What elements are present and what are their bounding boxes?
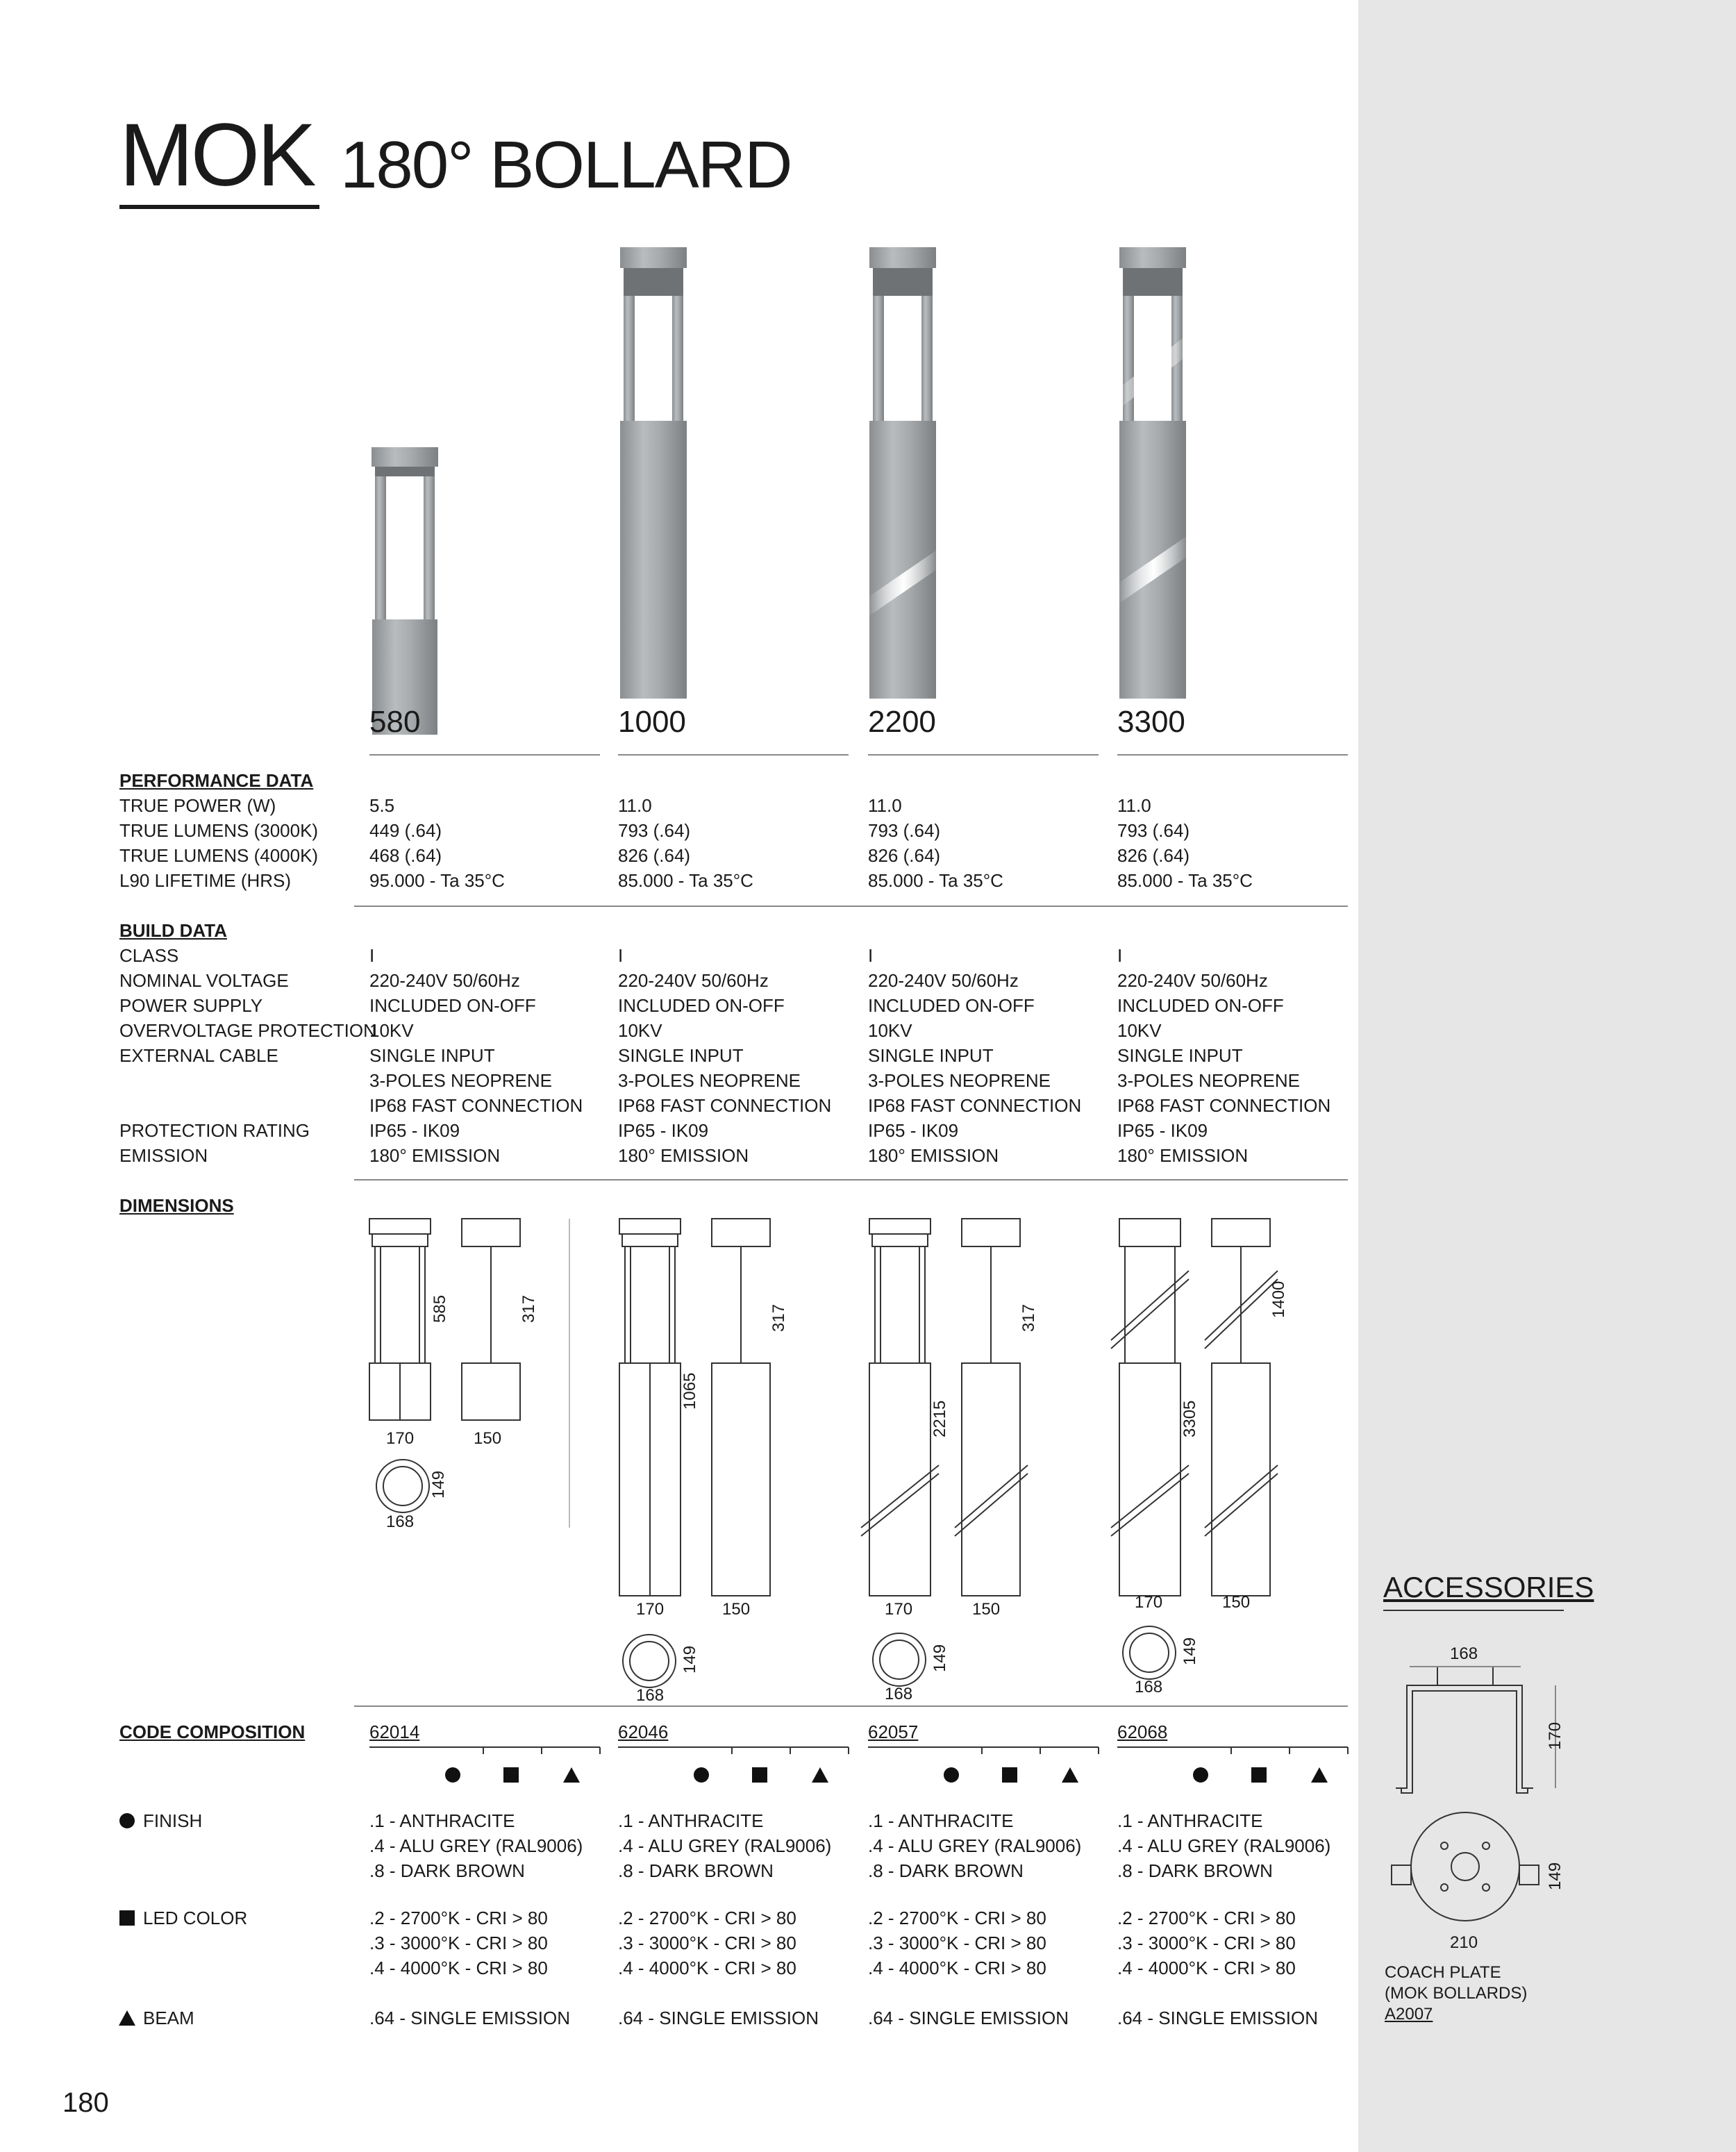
label-class: CLASS bbox=[119, 945, 179, 966]
dim-width-front: 170 bbox=[1135, 1593, 1163, 1612]
finish-option: .8 - DARK BROWN bbox=[618, 1860, 774, 1881]
dim-width-front: 170 bbox=[885, 1600, 913, 1619]
led-option: .2 - 2700°K - CRI > 80 bbox=[369, 1908, 548, 1928]
value-class: I bbox=[868, 945, 874, 966]
model-label-2200: 2200 bbox=[868, 705, 936, 739]
value-cable-3: IP68 FAST CONNECTION bbox=[868, 1095, 1082, 1116]
value-cable-3: IP68 FAST CONNECTION bbox=[369, 1095, 583, 1116]
value-cable-2: 3-POLES NEOPRENE bbox=[1117, 1070, 1300, 1091]
dim-width-front: 170 bbox=[636, 1600, 665, 1619]
value-overvoltage: 10KV bbox=[369, 1020, 414, 1041]
value-cable-1: SINGLE INPUT bbox=[1117, 1045, 1243, 1066]
finish-option: .4 - ALU GREY (RAL9006) bbox=[868, 1835, 1082, 1856]
accessory-dim-width: 168 bbox=[1450, 1644, 1478, 1663]
value-voltage: 220-240V 50/60Hz bbox=[618, 970, 769, 991]
section-performance: PERFORMANCE DATA bbox=[119, 770, 314, 791]
finish-option: .8 - DARK BROWN bbox=[868, 1860, 1024, 1881]
brand-title: MOK bbox=[119, 106, 314, 205]
led-option: .4 - 4000°K - CRI > 80 bbox=[618, 1958, 796, 1978]
label-led-color: LED COLOR bbox=[143, 1908, 248, 1928]
value-lifetime: 85.000 - Ta 35°C bbox=[1117, 870, 1253, 891]
value-power: 11.0 bbox=[618, 795, 652, 816]
accessory-dim-height: 170 bbox=[1546, 1721, 1564, 1750]
label-cable: EXTERNAL CABLE bbox=[119, 1045, 278, 1066]
accessory-caption-1: COACH PLATE bbox=[1385, 1963, 1501, 1982]
finish-option: .1 - ANTHRACITE bbox=[1117, 1810, 1263, 1831]
value-lifetime: 85.000 - Ta 35°C bbox=[868, 870, 1003, 891]
value-power-supply: INCLUDED ON-OFF bbox=[369, 995, 536, 1016]
finish-option: .4 - ALU GREY (RAL9006) bbox=[618, 1835, 832, 1856]
dim-plan-depth: 168 bbox=[636, 1686, 665, 1705]
dim-head: 317 bbox=[769, 1303, 788, 1332]
value-power-supply: INCLUDED ON-OFF bbox=[1117, 995, 1284, 1016]
value-emission: 180° EMISSION bbox=[1117, 1145, 1249, 1166]
dim-plan-depth: 168 bbox=[386, 1512, 415, 1531]
value-power-supply: INCLUDED ON-OFF bbox=[618, 995, 785, 1016]
finish-option: .8 - DARK BROWN bbox=[1117, 1860, 1273, 1881]
value-cable-2: 3-POLES NEOPRENE bbox=[868, 1070, 1051, 1091]
accessory-caption-2: (MOK BOLLARDS) bbox=[1385, 1984, 1528, 2003]
dim-height: 1065 bbox=[681, 1372, 699, 1410]
dim-width-side: 150 bbox=[972, 1600, 1001, 1619]
led-option: .3 - 3000°K - CRI > 80 bbox=[868, 1933, 1046, 1953]
value-emission: 180° EMISSION bbox=[618, 1145, 749, 1166]
value-power-supply: INCLUDED ON-OFF bbox=[868, 995, 1035, 1016]
value-lumens-4000: 826 (.64) bbox=[868, 845, 941, 866]
product-code: 62068 bbox=[1117, 1721, 1168, 1742]
value-lumens-3000: 449 (.64) bbox=[369, 820, 442, 841]
led-option: .4 - 4000°K - CRI > 80 bbox=[868, 1958, 1046, 1978]
label-lumens-3000: TRUE LUMENS (3000K) bbox=[119, 820, 319, 841]
finish-option: .8 - DARK BROWN bbox=[369, 1860, 525, 1881]
section-code: CODE COMPOSITION bbox=[119, 1721, 306, 1742]
dim-plan-width: 149 bbox=[429, 1470, 448, 1499]
led-option: .2 - 2700°K - CRI > 80 bbox=[1117, 1908, 1296, 1928]
value-lumens-4000: 468 (.64) bbox=[369, 845, 442, 866]
dim-height: 3305 bbox=[1180, 1400, 1199, 1437]
label-power: TRUE POWER (W) bbox=[119, 795, 276, 816]
beam-option: .64 - SINGLE EMISSION bbox=[369, 2008, 570, 2028]
section-build: BUILD DATA bbox=[119, 920, 228, 941]
value-class: I bbox=[369, 945, 375, 966]
label-finish: FINISH bbox=[143, 1810, 203, 1831]
value-class: I bbox=[618, 945, 624, 966]
value-cable-2: 3-POLES NEOPRENE bbox=[618, 1070, 801, 1091]
value-lumens-4000: 826 (.64) bbox=[618, 845, 691, 866]
product-code: 62057 bbox=[868, 1721, 919, 1742]
dim-plan-depth: 168 bbox=[1135, 1678, 1163, 1696]
label-emission: EMISSION bbox=[119, 1145, 208, 1166]
value-cable-1: SINGLE INPUT bbox=[868, 1045, 994, 1066]
value-power: 11.0 bbox=[868, 795, 902, 816]
value-cable-2: 3-POLES NEOPRENE bbox=[369, 1070, 552, 1091]
finish-option: .4 - ALU GREY (RAL9006) bbox=[1117, 1835, 1331, 1856]
value-voltage: 220-240V 50/60Hz bbox=[369, 970, 520, 991]
dim-head: 1400 bbox=[1269, 1281, 1288, 1318]
value-emission: 180° EMISSION bbox=[369, 1145, 501, 1166]
dim-width-front: 170 bbox=[386, 1429, 415, 1448]
led-option: .4 - 4000°K - CRI > 80 bbox=[369, 1958, 548, 1978]
dim-height: 585 bbox=[431, 1294, 449, 1323]
beam-option: .64 - SINGLE EMISSION bbox=[868, 2008, 1069, 2028]
value-lifetime: 95.000 - Ta 35°C bbox=[369, 870, 505, 891]
value-cable-1: SINGLE INPUT bbox=[618, 1045, 744, 1066]
value-power: 11.0 bbox=[1117, 795, 1151, 816]
value-lifetime: 85.000 - Ta 35°C bbox=[618, 870, 753, 891]
value-overvoltage: 10KV bbox=[1117, 1020, 1162, 1041]
value-cable-3: IP68 FAST CONNECTION bbox=[618, 1095, 832, 1116]
value-overvoltage: 10KV bbox=[618, 1020, 662, 1041]
accessory-code: A2007 bbox=[1385, 2005, 1433, 2024]
accessories-title: ACCESSORIES bbox=[1383, 1571, 1594, 1603]
product-code: 62014 bbox=[369, 1721, 420, 1742]
led-option: .3 - 3000°K - CRI > 80 bbox=[1117, 1933, 1296, 1953]
led-option: .3 - 3000°K - CRI > 80 bbox=[369, 1933, 548, 1953]
beam-option: .64 - SINGLE EMISSION bbox=[618, 2008, 819, 2028]
page-number: 180 bbox=[62, 2087, 109, 2118]
dim-plan-width: 149 bbox=[930, 1644, 949, 1672]
label-beam: BEAM bbox=[143, 2008, 194, 2028]
product-title: 180° BOLLARD bbox=[340, 128, 792, 202]
dim-plan-width: 149 bbox=[1180, 1637, 1199, 1665]
value-voltage: 220-240V 50/60Hz bbox=[868, 970, 1019, 991]
dim-width-side: 150 bbox=[1222, 1593, 1251, 1612]
label-protection: PROTECTION RATING bbox=[119, 1120, 310, 1141]
model-label-580: 580 bbox=[369, 705, 421, 739]
accessory-dim-plan-width: 149 bbox=[1546, 1862, 1564, 1890]
dim-height: 2215 bbox=[930, 1400, 949, 1437]
finish-option: .1 - ANTHRACITE bbox=[618, 1810, 764, 1831]
product-code: 62046 bbox=[618, 1721, 669, 1742]
finish-option: .1 - ANTHRACITE bbox=[369, 1810, 515, 1831]
led-option: .3 - 3000°K - CRI > 80 bbox=[618, 1933, 796, 1953]
value-lumens-4000: 826 (.64) bbox=[1117, 845, 1190, 866]
value-lumens-3000: 793 (.64) bbox=[618, 820, 691, 841]
label-overvoltage: OVERVOLTAGE PROTECTION bbox=[119, 1020, 376, 1041]
dim-plan-depth: 168 bbox=[885, 1685, 913, 1703]
finish-option: .1 - ANTHRACITE bbox=[868, 1810, 1014, 1831]
value-protection: IP65 - IK09 bbox=[618, 1120, 709, 1141]
section-dimensions: DIMENSIONS bbox=[119, 1195, 234, 1216]
value-lumens-3000: 793 (.64) bbox=[1117, 820, 1190, 841]
label-power-supply: POWER SUPPLY bbox=[119, 995, 263, 1016]
value-overvoltage: 10KV bbox=[868, 1020, 912, 1041]
accessory-dim-plan-depth: 210 bbox=[1450, 1933, 1478, 1952]
finish-option: .4 - ALU GREY (RAL9006) bbox=[369, 1835, 583, 1856]
dim-width-side: 150 bbox=[474, 1429, 502, 1448]
value-class: I bbox=[1117, 945, 1123, 966]
value-protection: IP65 - IK09 bbox=[369, 1120, 460, 1141]
dim-head: 317 bbox=[519, 1294, 538, 1323]
value-power: 5.5 bbox=[369, 795, 395, 816]
value-emission: 180° EMISSION bbox=[868, 1145, 999, 1166]
value-protection: IP65 - IK09 bbox=[1117, 1120, 1208, 1141]
label-lifetime: L90 LIFETIME (HRS) bbox=[119, 870, 292, 891]
dim-head: 317 bbox=[1019, 1303, 1038, 1332]
value-voltage: 220-240V 50/60Hz bbox=[1117, 970, 1268, 991]
label-voltage: NOMINAL VOLTAGE bbox=[119, 970, 289, 991]
dim-width-side: 150 bbox=[722, 1600, 751, 1619]
model-label-1000: 1000 bbox=[618, 705, 686, 739]
led-option: .4 - 4000°K - CRI > 80 bbox=[1117, 1958, 1296, 1978]
led-option: .2 - 2700°K - CRI > 80 bbox=[618, 1908, 796, 1928]
beam-option: .64 - SINGLE EMISSION bbox=[1117, 2008, 1318, 2028]
label-lumens-4000: TRUE LUMENS (4000K) bbox=[119, 845, 319, 866]
model-label-3300: 3300 bbox=[1117, 705, 1185, 739]
value-cable-1: SINGLE INPUT bbox=[369, 1045, 495, 1066]
value-lumens-3000: 793 (.64) bbox=[868, 820, 941, 841]
value-protection: IP65 - IK09 bbox=[868, 1120, 959, 1141]
value-cable-3: IP68 FAST CONNECTION bbox=[1117, 1095, 1331, 1116]
dim-plan-width: 149 bbox=[681, 1645, 699, 1674]
led-option: .2 - 2700°K - CRI > 80 bbox=[868, 1908, 1046, 1928]
